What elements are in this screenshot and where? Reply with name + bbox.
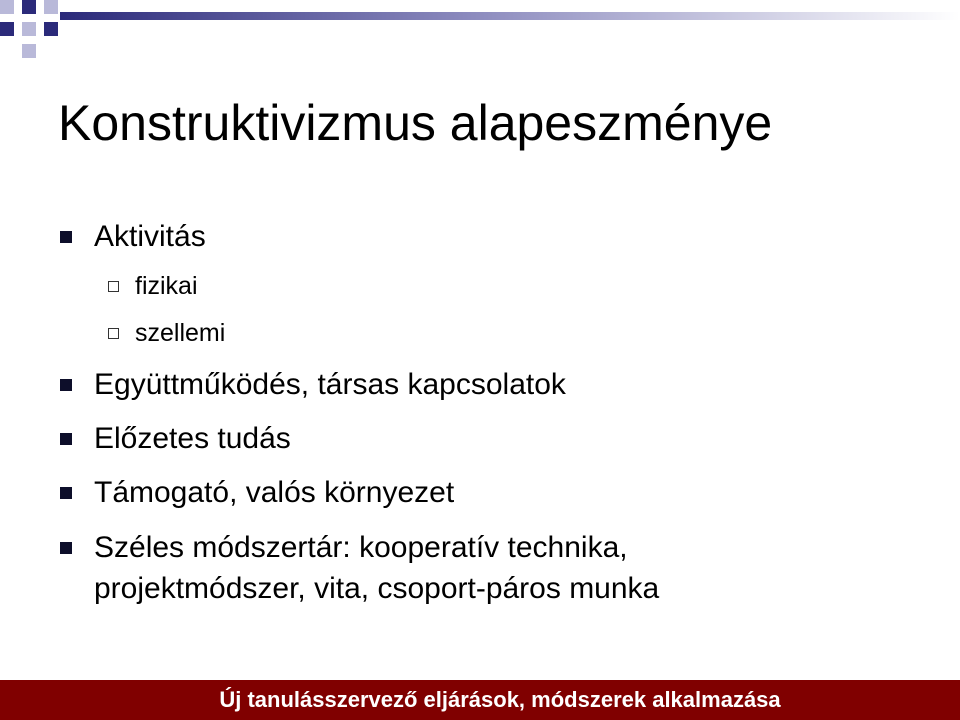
bullet-supportive-environment: Támogató, valós környezet xyxy=(94,476,455,509)
hollow-square-bullet-icon xyxy=(108,328,119,339)
bullet-cooperation: Együttműködés, társas kapcsolatok xyxy=(94,368,566,401)
bullet-activity: Aktivitás xyxy=(94,220,206,253)
sub-bullet-mental: szellemi xyxy=(135,319,226,347)
square-bullet-icon xyxy=(60,379,72,391)
square-bullet-icon xyxy=(60,542,72,554)
bullet-prior-knowledge: Előzetes tudás xyxy=(94,422,291,455)
footer-text: Új tanulásszervező eljárások, módszerek alkalmazása xyxy=(219,687,781,712)
bullet-methods-line2: projektmódszer, vita, csoport-páros munka xyxy=(94,572,660,605)
slide-title: Konstruktivizmus alapeszménye xyxy=(58,95,773,151)
hollow-square-bullet-icon xyxy=(108,281,119,292)
square-bullet-icon xyxy=(60,433,72,445)
sub-bullet-physical: fizikai xyxy=(135,272,198,300)
square-bullet-icon xyxy=(60,487,72,499)
footer-bar xyxy=(0,680,960,720)
square-bullet-icon xyxy=(60,231,72,243)
bullet-methods-line1: Széles módszertár: kooperatív technika, xyxy=(94,531,628,564)
